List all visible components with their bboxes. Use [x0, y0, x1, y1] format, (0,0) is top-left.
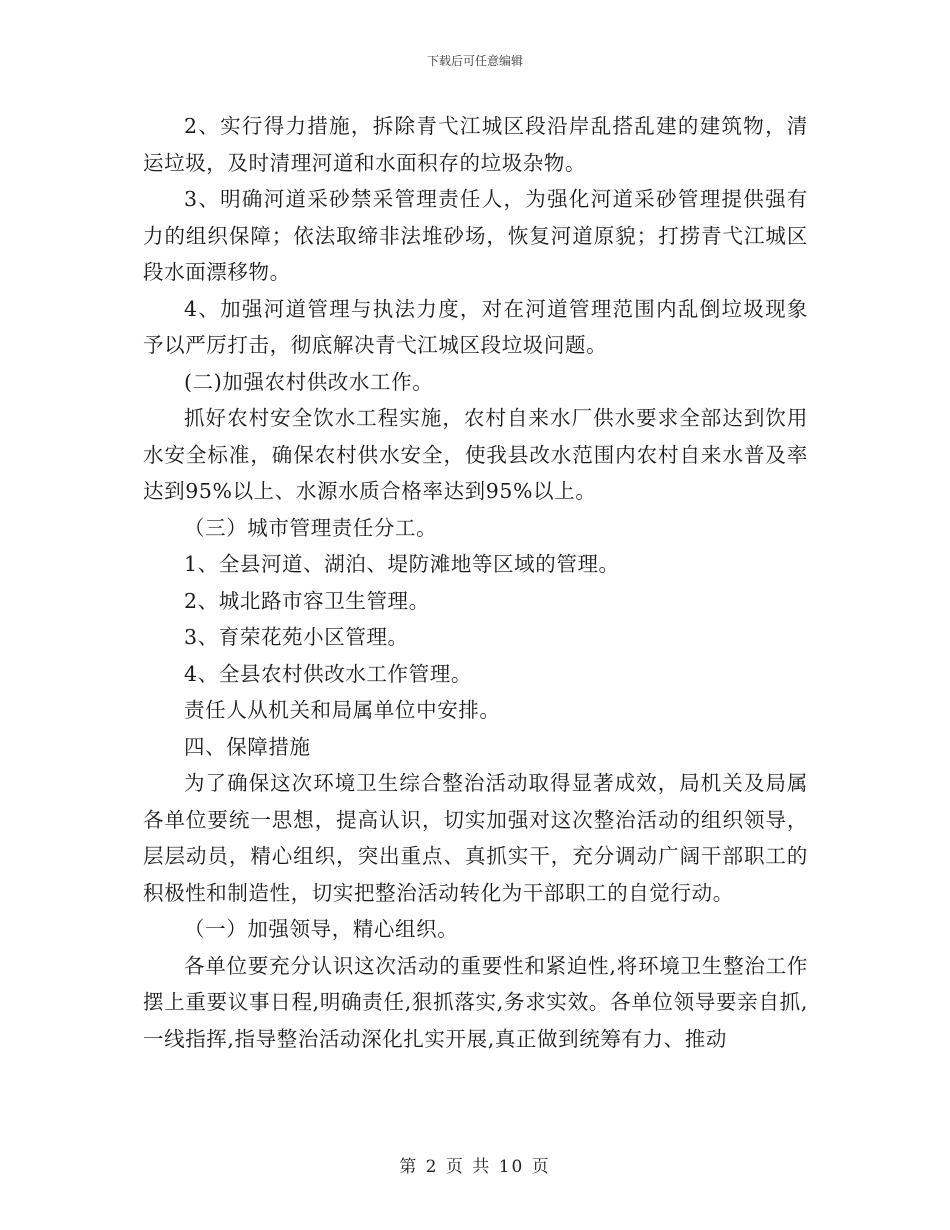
list-item: 1、全县河道、湖泊、堤防滩地等区域的管理。 [184, 552, 620, 576]
section-heading: 四、保障措施 [184, 734, 311, 759]
paragraph: 3、明确河道采砂禁采管理责任人，为强化河道采砂管理提供强有力的组织保障；依法取缔非法堆砂场，恢复河道原貌；打捞青弋江城区段水面漂移物。 [143, 187, 808, 284]
paragraph: 责任人从机关和局属单位中安排。 [184, 698, 501, 722]
page-footer: 第 2 页 共 10 页 [399, 1157, 551, 1177]
section-heading: (二)加强农村供改水工作。 [184, 369, 434, 394]
paragraph: 各单位要充分认识这次活动的重要性和紧迫性,将环境卫生整治工作摆上重要议事日程,明确责任,狠抓落实,务求实效。各单位领导要亲自抓,一线指挥,指导整治活动深化扎实开展,真正做到统筹有力、推动 [143, 953, 808, 1051]
document-body [143, 108, 808, 1057]
paragraph: 为了确保这次环境卫生综合整治活动取得显著成效，局机关及局属各单位要统一思想，提高认识，切实加强对这次整治活动的组织领导，层层动员，精心组织，突出重点、真抓实干，充分调动广阔干部职工的积极性和制造性，切实把整治活动转化为干部职工的自觉行动。 [143, 771, 808, 905]
section-heading: （三）城市管理责任分工。 [184, 515, 438, 540]
paragraph: 2、实行得力措施，拆除青弋江城区段沿岸乱搭乱建的建筑物，清运垃圾，及时清理河道和水面积存的垃圾杂物。 [143, 114, 808, 175]
section-heading: （一）加强领导，精心组织。 [184, 917, 459, 941]
list-item: 3、育荣花苑小区管理。 [184, 625, 409, 649]
list-item: 2、城北路市容卫生管理。 [184, 588, 430, 613]
paragraph: 4、加强河道管理与执法力度，对在河道管理范围内乱倒垃圾现象予以严厉打击，彻底解决青弋江城区段垃圾问题。 [143, 296, 808, 357]
page-header: 下载后可任意编辑 [426, 54, 523, 68]
list-item: 4、全县农村供改水工作管理。 [184, 661, 472, 686]
paragraph: 抓好农村安全饮水工程实施，农村自来水厂供水要求全部达到饮用水安全标准，确保农村供水安全，使我县改水范围内农村自来水普及率达到95%以上、水源水质合格率达到95%以上。 [143, 406, 808, 503]
